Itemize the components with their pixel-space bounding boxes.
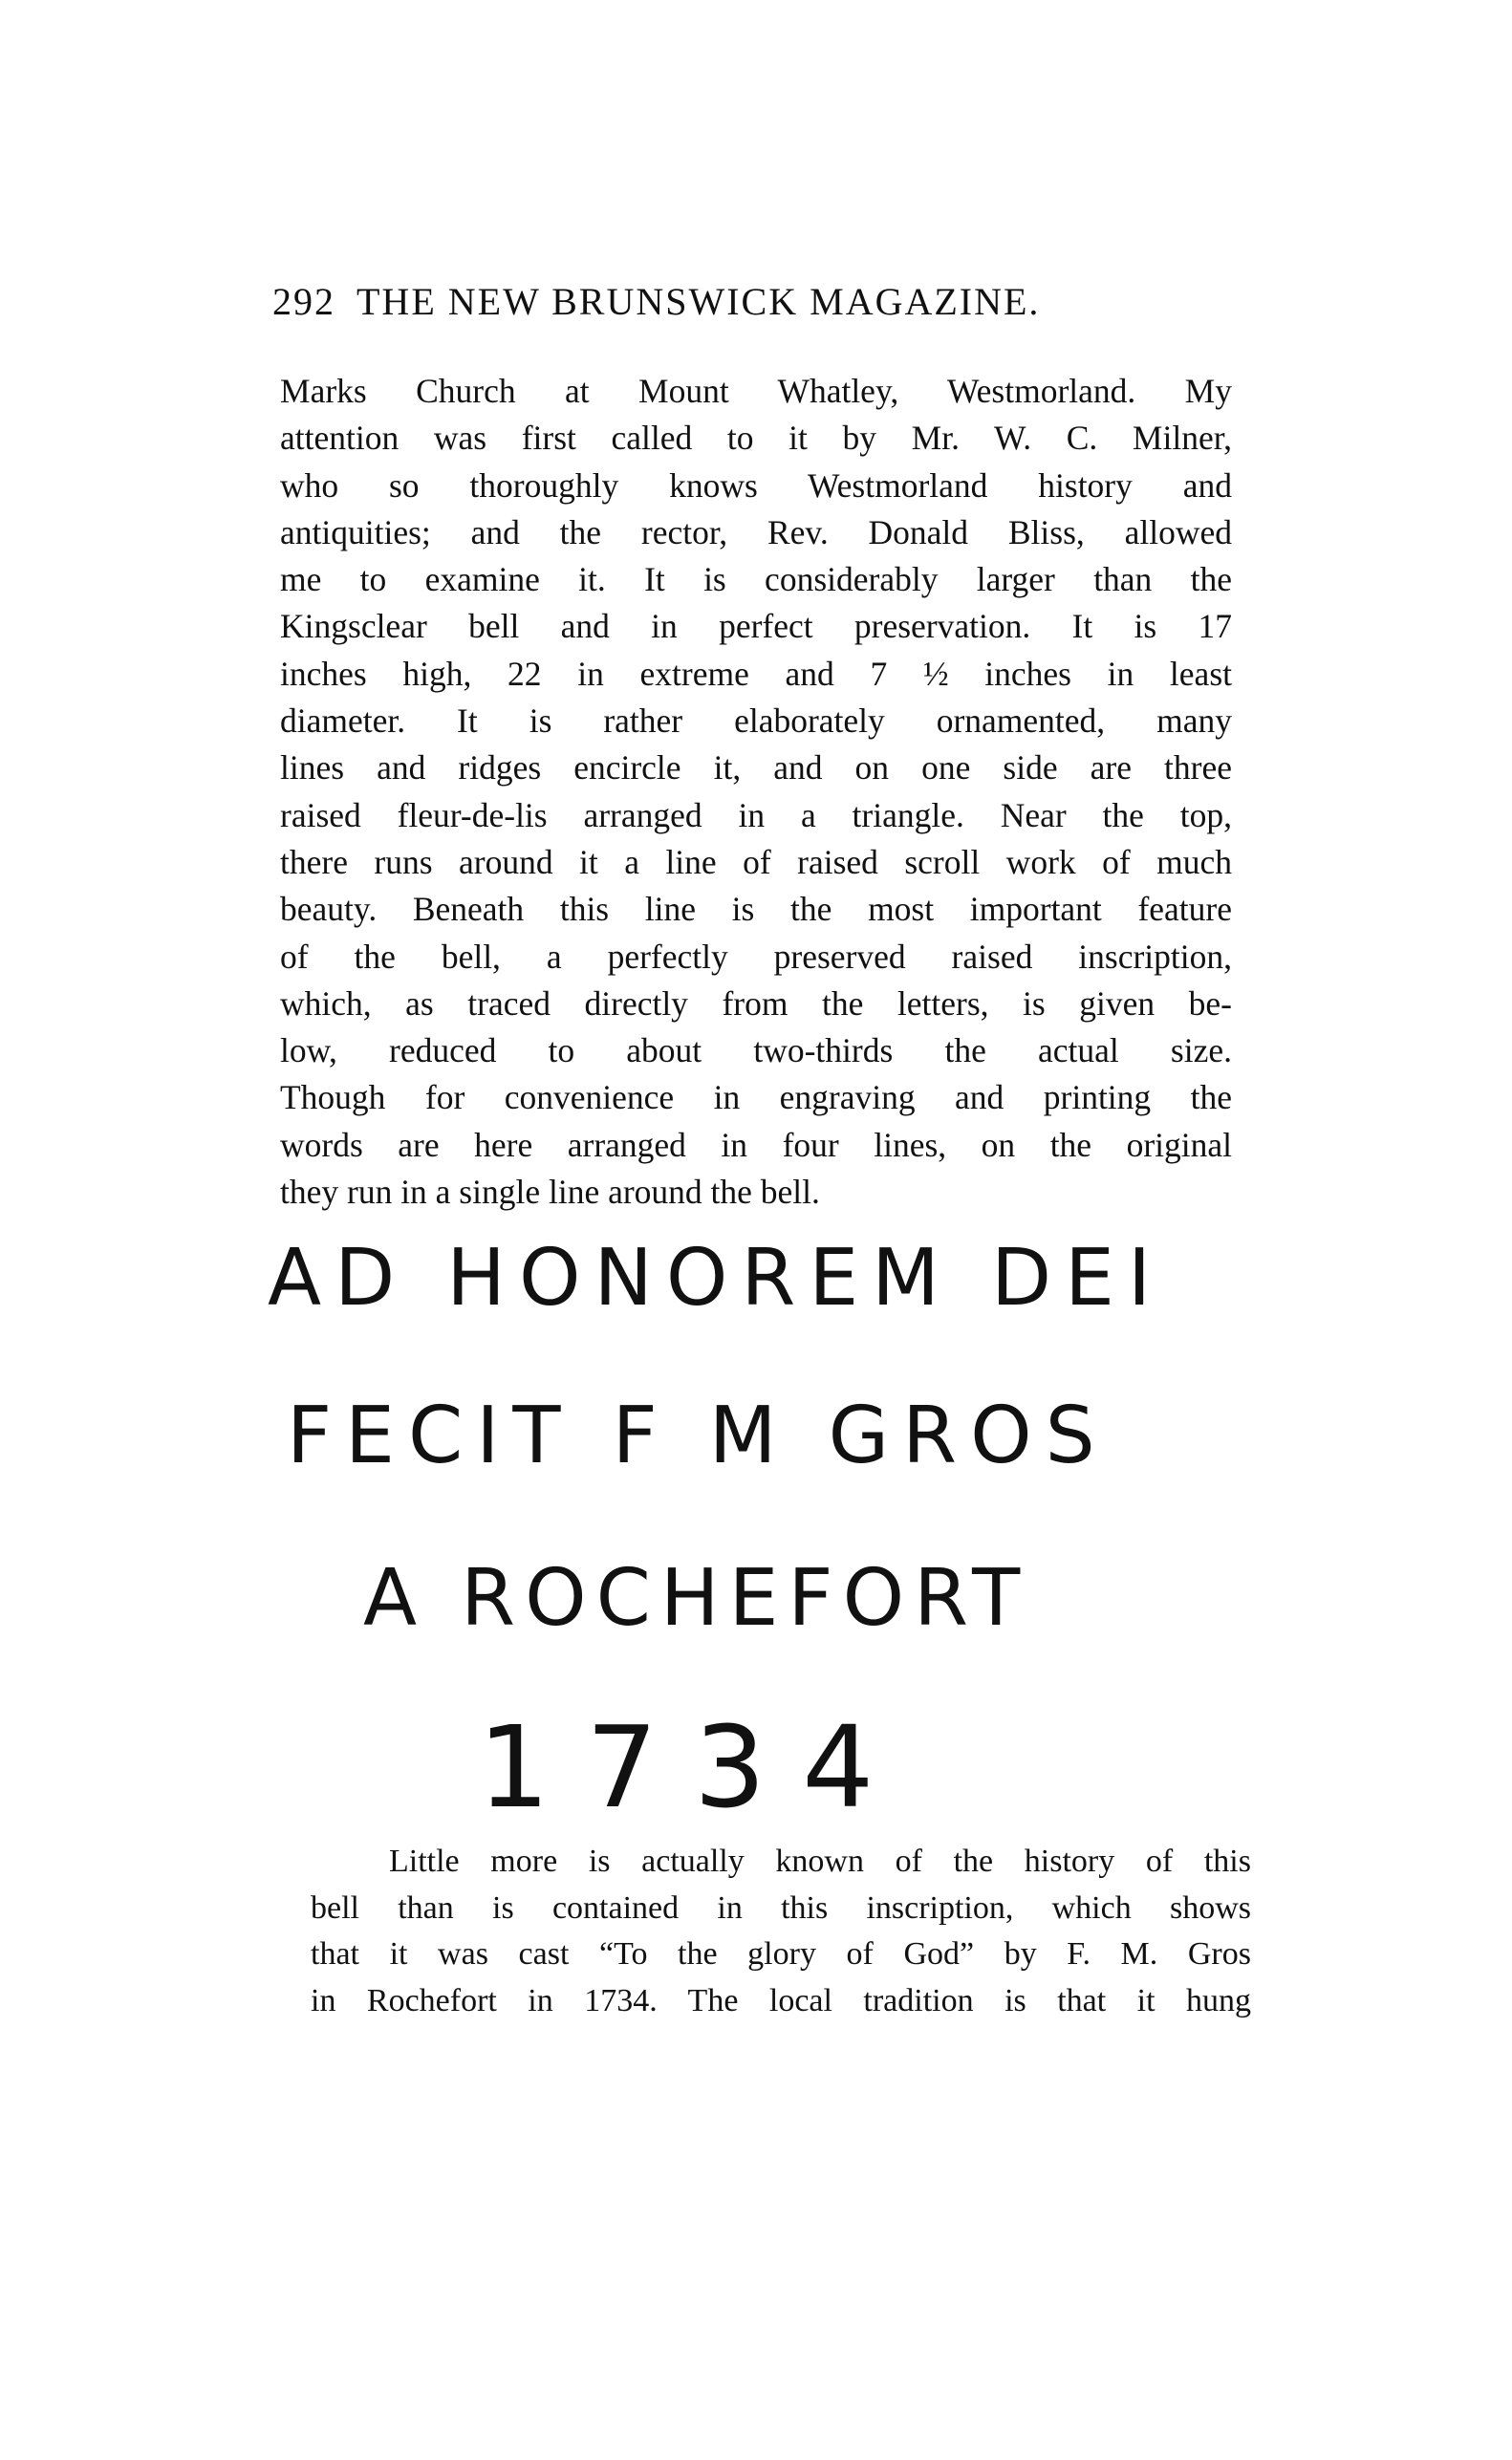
page-number: 292 [272, 280, 335, 323]
inscription-line-1: AD HONOREM DEI [268, 1233, 1165, 1324]
text-line: there runs around it a line of raised scroll work of much [280, 842, 1232, 881]
text-line: attention was first called to it by Mr. W. C. Milner, [280, 419, 1232, 458]
inscription-year: 1734 [478, 1701, 911, 1833]
text-line: diameter. It is rather elaborately ornamented, many [280, 701, 1232, 741]
text-line: Though for convenience in engraving and printing the [280, 1078, 1232, 1117]
text-line: inches high, 22 in extreme and 7 ½ inches in least [280, 654, 1232, 693]
inscription-line-2: FECIT F M GROS [287, 1391, 1109, 1481]
text-line: Marks Church at Mount Whatley, Westmorland. My [280, 372, 1232, 410]
text-line: low, reduced to about two-thirds the actual size. [280, 1031, 1232, 1070]
text-line: antiquities; and the rector, Rev. Donald Bliss, allowed [280, 512, 1232, 551]
text-line: Kingsclear bell and in perfect preservation. It is 17 [280, 607, 1232, 646]
text-line: words are here arranged in four lines, on the original [280, 1125, 1232, 1164]
text-line: that it was cast “To the glory of God” by F. M. Gros [311, 1936, 1251, 1972]
inscription-line-3: A ROCHEFORT [363, 1553, 1030, 1644]
body-paragraph-1 [280, 368, 1232, 1216]
running-head [272, 279, 1247, 324]
text-line: me to examine it. It is considerably larger than the [280, 560, 1232, 599]
body-paragraph-2 [311, 1839, 1251, 2024]
text-line: of the bell, a perfectly preserved raised inscription, [280, 937, 1232, 976]
text-line: lines and ridges encircle it, and on one side are three [280, 748, 1232, 788]
text-line: in Rochefort in 1734. The local tradition is that it hung [311, 1982, 1251, 2018]
text-line: they run in a single line around the bell. [280, 1173, 820, 1212]
text-line: raised fleur-de-lis arranged in a triangle. Near the top, [280, 795, 1232, 834]
text-line: who so thoroughly knows Westmorland history and [280, 465, 1232, 505]
magazine-title: THE NEW BRUNSWICK MAGAZINE. [356, 280, 1041, 323]
text-line: bell than is contained in this inscription, which shows [311, 1889, 1251, 1926]
text-line: beauty. Beneath this line is the most important feature [280, 890, 1232, 929]
text-line: which, as traced directly from the letters, is given be- [280, 983, 1232, 1023]
text-line: Little more is actually known of the history of this [389, 1844, 1251, 1879]
